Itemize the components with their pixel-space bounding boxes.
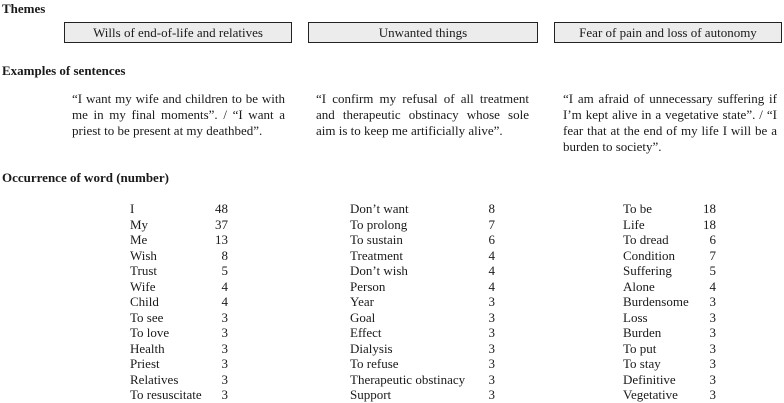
word-count: 3	[488, 356, 495, 371]
word-count: 3	[709, 387, 716, 402]
word-count: 3	[709, 371, 716, 387]
word-label: To be	[623, 201, 653, 216]
word-count: 3	[709, 325, 716, 340]
occurrence-heading: Occurrence of word (number)	[2, 170, 169, 185]
word-count: 3	[488, 309, 495, 325]
word-count: 7	[709, 247, 716, 263]
word-count: 3	[709, 356, 716, 371]
word-count: 3	[488, 340, 495, 356]
word-label: Don’t wish	[350, 263, 408, 278]
word-count: 13	[215, 232, 228, 247]
example-sentence-wills: “I want my wife and children to be with me in my final moments”. / “I want a priest to be present at my deathbed”.	[72, 91, 285, 138]
word-count: 18	[703, 216, 716, 232]
word-count: 4	[709, 278, 716, 294]
word-count: 4	[221, 278, 228, 294]
word-label: To sustain	[350, 232, 403, 247]
word-label: To love	[130, 325, 170, 340]
word-label: Wife	[130, 278, 156, 294]
word-count: 3	[221, 387, 228, 402]
word-count: 3	[221, 356, 228, 371]
word-label: Support	[350, 387, 392, 402]
word-label: Definitive	[623, 371, 676, 387]
word-count: 3	[709, 340, 716, 356]
word-count: 3	[488, 294, 495, 309]
word-label: Trust	[130, 263, 157, 278]
word-label: To resuscitate	[130, 387, 202, 402]
word-count: 6	[488, 232, 495, 247]
word-count: 3	[221, 340, 228, 356]
word-count: 5	[221, 263, 228, 278]
word-count: 3	[709, 294, 716, 309]
word-label: To see	[130, 309, 164, 325]
word-label: To put	[623, 340, 657, 356]
word-label: Treatment	[350, 247, 403, 263]
word-label: Dialysis	[350, 340, 393, 356]
word-label: Year	[350, 294, 374, 309]
word-label: Health	[130, 340, 165, 356]
word-label: Priest	[130, 356, 160, 371]
word-label: Therapeutic obstinacy	[350, 371, 466, 387]
word-label: To refuse	[350, 356, 399, 371]
theme-box-unwanted: Unwanted things	[308, 22, 538, 43]
word-count: 3	[488, 325, 495, 340]
word-count: 5	[709, 263, 716, 278]
word-label: Loss	[623, 309, 648, 325]
word-count: 37	[215, 216, 228, 232]
word-count: 3	[488, 387, 495, 402]
word-label: Wish	[130, 247, 157, 263]
word-count: 3	[709, 309, 716, 325]
word-label: Suffering	[623, 263, 672, 278]
word-label: To stay	[623, 356, 661, 371]
word-label: Condition	[623, 247, 676, 263]
word-label: Me	[130, 232, 148, 247]
word-count: 3	[488, 371, 495, 387]
word-label: Life	[623, 216, 645, 232]
themes-heading: Themes	[2, 1, 46, 16]
word-label: To dread	[623, 232, 669, 247]
word-label: Effect	[350, 325, 382, 340]
word-label: Alone	[623, 278, 655, 294]
word-label: Don’t want	[350, 201, 409, 216]
word-label: Child	[130, 294, 159, 309]
word-label: Relatives	[130, 371, 179, 387]
word-count: 6	[709, 232, 716, 247]
word-label: Person	[350, 278, 386, 294]
example-sentence-unwanted: “I confirm my refusal of all treatment and therapeutic obstinacy whose sole aim is to keep me artificially alive”.	[316, 91, 529, 138]
theme-box-wills: Wills of end-of-life and relatives	[64, 22, 292, 43]
theme-box-fear: Fear of pain and loss of autonomy	[554, 22, 782, 43]
word-count: 18	[703, 201, 716, 216]
word-count: 3	[221, 371, 228, 387]
examples-heading: Examples of sentences	[2, 63, 126, 78]
example-sentence-fear: “I am afraid of unnecessary suffering if I’m kept alive in a vegetative state”. / “I fear that at the end of my life I will be a burden to society”.	[563, 91, 777, 154]
word-label: Vegetative	[623, 387, 678, 402]
word-label: I	[130, 201, 135, 216]
word-label: Burdensome	[623, 294, 689, 309]
word-label: My	[130, 216, 149, 232]
word-count: 4	[221, 294, 228, 309]
word-count: 3	[221, 325, 228, 340]
word-count: 8	[221, 247, 228, 263]
word-count: 4	[488, 263, 495, 278]
word-label: Goal	[350, 309, 376, 325]
word-count: 4	[488, 278, 495, 294]
word-count: 4	[488, 247, 495, 263]
word-count: 7	[488, 216, 495, 232]
word-count: 8	[488, 201, 495, 216]
word-count: 48	[215, 201, 228, 216]
word-count: 3	[221, 309, 228, 325]
word-label: To prolong	[350, 216, 408, 232]
word-label: Burden	[623, 325, 662, 340]
